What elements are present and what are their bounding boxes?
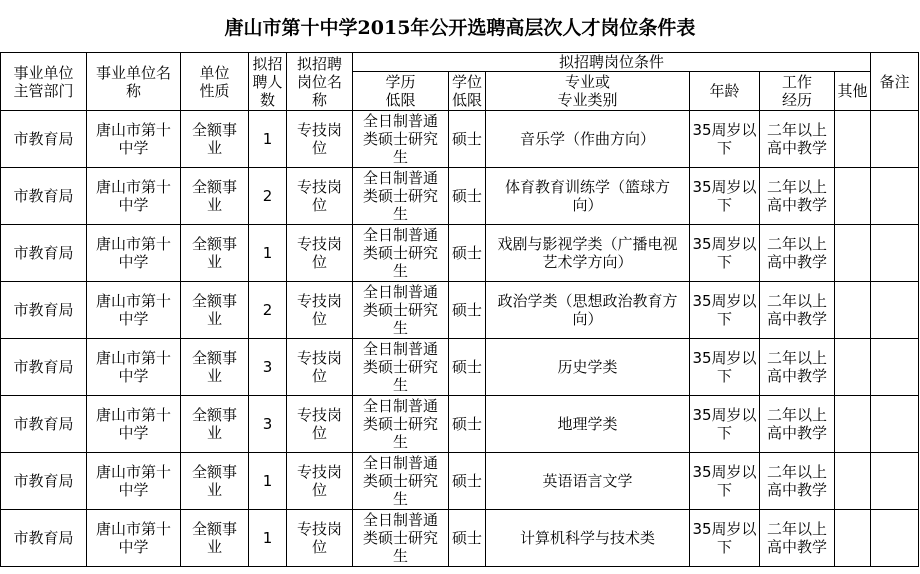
header-remark: 备注 [871, 53, 919, 111]
table-row [1, 510, 919, 567]
cell-post: 专技岗 位 [287, 339, 353, 396]
header-age: 年龄 [690, 72, 760, 111]
cell-degree: 硕士 [449, 111, 486, 168]
cell-other [835, 396, 871, 453]
cell-exp: 二年以上 高中教学 [760, 453, 835, 510]
cell-count: 1 [249, 453, 287, 510]
cell-exp: 二年以上 高中教学 [760, 510, 835, 567]
cell-nature: 全额事 业 [181, 225, 249, 282]
cell-nature: 全额事 业 [181, 168, 249, 225]
table-row [1, 282, 919, 339]
cell-dept: 市教育局 [1, 111, 87, 168]
cell-post: 专技岗 位 [287, 453, 353, 510]
cell-post: 专技岗 位 [287, 282, 353, 339]
cell-degree: 硕士 [449, 396, 486, 453]
cell-edu: 全日制普通 类硕士研究 生 [353, 510, 449, 567]
cell-count: 3 [249, 339, 287, 396]
cell-exp: 二年以上 高中教学 [760, 225, 835, 282]
header-row-top [1, 53, 919, 72]
table-row [1, 339, 919, 396]
cell-remark [871, 168, 919, 225]
cell-other [835, 111, 871, 168]
cell-post: 专技岗 位 [287, 225, 353, 282]
cell-age: 35周岁以 下 [690, 168, 760, 225]
cell-count: 2 [249, 168, 287, 225]
cell-major: 政治学类（思想政治教育方 向） [486, 282, 690, 339]
cell-nature: 全额事 业 [181, 510, 249, 567]
cell-unit: 唐山市第十 中学 [87, 225, 181, 282]
page-title: 唐山市第十中学2015年公开选聘高层次人才岗位条件表 [224, 16, 696, 39]
cell-degree: 硕士 [449, 168, 486, 225]
header-edu: 学历 低限 [353, 72, 449, 111]
cell-age: 35周岁以 下 [690, 339, 760, 396]
cell-post: 专技岗 位 [287, 396, 353, 453]
cell-age: 35周岁以 下 [690, 396, 760, 453]
header-exp: 工作 经历 [760, 72, 835, 111]
header-conditions: 拟招聘岗位条件 [353, 53, 871, 72]
cell-count: 1 [249, 111, 287, 168]
cell-post: 专技岗 位 [287, 168, 353, 225]
cell-unit: 唐山市第十 中学 [87, 396, 181, 453]
cell-dept: 市教育局 [1, 339, 87, 396]
cell-exp: 二年以上 高中教学 [760, 168, 835, 225]
cell-post: 专技岗 位 [287, 111, 353, 168]
cell-edu: 全日制普通 类硕士研究 生 [353, 111, 449, 168]
cell-degree: 硕士 [449, 339, 486, 396]
cell-edu: 全日制普通 类硕士研究 生 [353, 339, 449, 396]
cell-remark [871, 453, 919, 510]
cell-edu: 全日制普通 类硕士研究 生 [353, 168, 449, 225]
cell-major: 计算机科学与技术类 [486, 510, 690, 567]
cell-dept: 市教育局 [1, 510, 87, 567]
cell-dept: 市教育局 [1, 168, 87, 225]
header-post: 拟招聘 岗位名 称 [287, 53, 353, 111]
table-row [1, 168, 919, 225]
cell-count: 1 [249, 510, 287, 567]
cell-nature: 全额事 业 [181, 339, 249, 396]
header-other: 其他 [835, 72, 871, 111]
cell-major: 历史学类 [486, 339, 690, 396]
cell-degree: 硕士 [449, 225, 486, 282]
cell-remark [871, 396, 919, 453]
cell-major: 音乐学（作曲方向） [486, 111, 690, 168]
header-major: 专业或 专业类别 [486, 72, 690, 111]
cell-edu: 全日制普通 类硕士研究 生 [353, 282, 449, 339]
cell-unit: 唐山市第十 中学 [87, 111, 181, 168]
header-dept: 事业单位 主管部门 [1, 53, 87, 111]
cell-degree: 硕士 [449, 453, 486, 510]
cell-major: 戏剧与影视学类（广播电视 艺术学方向） [486, 225, 690, 282]
cell-dept: 市教育局 [1, 282, 87, 339]
header-degree: 学位 低限 [449, 72, 486, 111]
table-row [1, 111, 919, 168]
cell-unit: 唐山市第十 中学 [87, 510, 181, 567]
cell-dept: 市教育局 [1, 225, 87, 282]
cell-count: 2 [249, 282, 287, 339]
cell-remark [871, 339, 919, 396]
cell-age: 35周岁以 下 [690, 111, 760, 168]
cell-dept: 市教育局 [1, 453, 87, 510]
cell-dept: 市教育局 [1, 396, 87, 453]
cell-edu: 全日制普通 类硕士研究 生 [353, 453, 449, 510]
cell-age: 35周岁以 下 [690, 282, 760, 339]
cell-unit: 唐山市第十 中学 [87, 282, 181, 339]
cell-nature: 全额事 业 [181, 282, 249, 339]
cell-unit: 唐山市第十 中学 [87, 453, 181, 510]
table-body [1, 111, 919, 567]
cell-remark [871, 111, 919, 168]
cell-nature: 全额事 业 [181, 396, 249, 453]
cell-exp: 二年以上 高中教学 [760, 282, 835, 339]
header-count: 拟招 聘人 数 [249, 53, 287, 111]
cell-other [835, 339, 871, 396]
cell-exp: 二年以上 高中教学 [760, 396, 835, 453]
positions-table [0, 52, 919, 567]
cell-age: 35周岁以 下 [690, 225, 760, 282]
cell-age: 35周岁以 下 [690, 510, 760, 567]
cell-major: 地理学类 [486, 396, 690, 453]
cell-exp: 二年以上 高中教学 [760, 339, 835, 396]
cell-count: 1 [249, 225, 287, 282]
cell-degree: 硕士 [449, 282, 486, 339]
table-row [1, 396, 919, 453]
cell-degree: 硕士 [449, 510, 486, 567]
cell-other [835, 510, 871, 567]
cell-remark [871, 282, 919, 339]
cell-remark [871, 510, 919, 567]
cell-other [835, 168, 871, 225]
header-nature: 单位 性质 [181, 53, 249, 111]
cell-nature: 全额事 业 [181, 453, 249, 510]
cell-unit: 唐山市第十 中学 [87, 339, 181, 396]
cell-nature: 全额事 业 [181, 111, 249, 168]
cell-major: 英语语言文学 [486, 453, 690, 510]
cell-post: 专技岗 位 [287, 510, 353, 567]
cell-unit: 唐山市第十 中学 [87, 168, 181, 225]
cell-major: 体育教育训练学（篮球方 向） [486, 168, 690, 225]
cell-other [835, 453, 871, 510]
cell-remark [871, 225, 919, 282]
cell-edu: 全日制普通 类硕士研究 生 [353, 396, 449, 453]
cell-count: 3 [249, 396, 287, 453]
cell-other [835, 225, 871, 282]
header-unit: 事业单位名 称 [87, 53, 181, 111]
table-row [1, 225, 919, 282]
cell-other [835, 282, 871, 339]
cell-edu: 全日制普通 类硕士研究 生 [353, 225, 449, 282]
cell-exp: 二年以上 高中教学 [760, 111, 835, 168]
table-row [1, 453, 919, 510]
cell-age: 35周岁以 下 [690, 453, 760, 510]
